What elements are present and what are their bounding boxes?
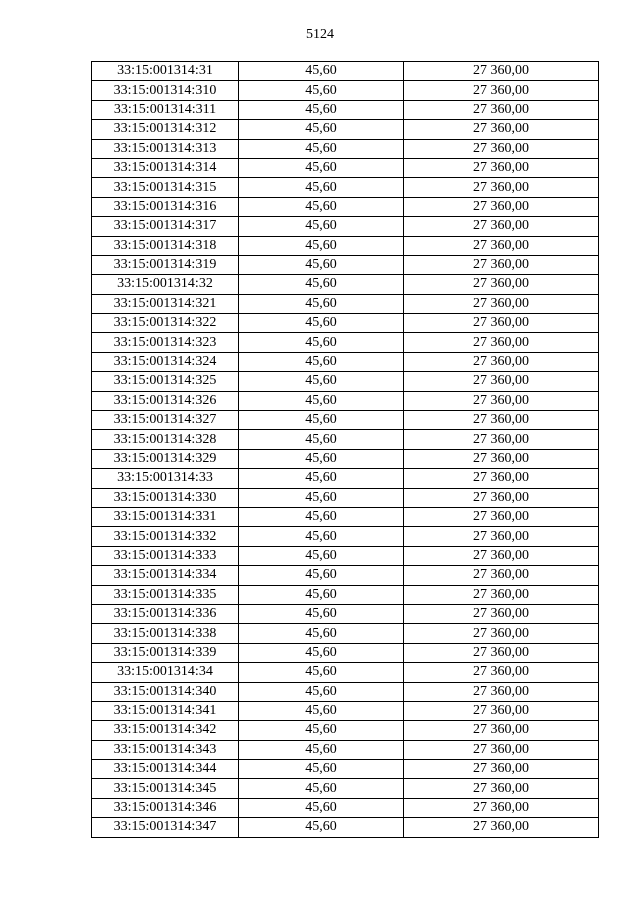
- table-row: [92, 411, 599, 430]
- value-cell: 27 360,00: [404, 430, 599, 449]
- area-cell: 45,60: [239, 158, 404, 177]
- value-cell: 27 360,00: [404, 604, 599, 623]
- value-cell: 27 360,00: [404, 779, 599, 798]
- cadastral-number-cell: 33:15:001314:333: [92, 546, 239, 565]
- value-cell: 27 360,00: [404, 469, 599, 488]
- table-row: [92, 255, 599, 274]
- table-row: [92, 624, 599, 643]
- cadastral-number-cell: 33:15:001314:342: [92, 721, 239, 740]
- area-cell: 45,60: [239, 643, 404, 662]
- value-cell: 27 360,00: [404, 527, 599, 546]
- value-cell: 27 360,00: [404, 643, 599, 662]
- table-row: [92, 217, 599, 236]
- area-cell: 45,60: [239, 236, 404, 255]
- area-cell: 45,60: [239, 469, 404, 488]
- value-cell: 27 360,00: [404, 663, 599, 682]
- value-cell: 27 360,00: [404, 217, 599, 236]
- area-cell: 45,60: [239, 701, 404, 720]
- cadastral-number-cell: 33:15:001314:34: [92, 663, 239, 682]
- area-cell: 45,60: [239, 81, 404, 100]
- cadastral-number-cell: 33:15:001314:314: [92, 158, 239, 177]
- cadastral-number-cell: 33:15:001314:343: [92, 740, 239, 759]
- area-cell: 45,60: [239, 740, 404, 759]
- table-row: [92, 372, 599, 391]
- value-cell: 27 360,00: [404, 139, 599, 158]
- cadastral-number-cell: 33:15:001314:327: [92, 411, 239, 430]
- cadastral-number-cell: 33:15:001314:346: [92, 798, 239, 817]
- table-row: [92, 391, 599, 410]
- cadastral-number-cell: 33:15:001314:324: [92, 352, 239, 371]
- page-number: 5124: [306, 27, 334, 42]
- value-cell: 27 360,00: [404, 449, 599, 468]
- area-cell: 45,60: [239, 798, 404, 817]
- area-cell: 45,60: [239, 314, 404, 333]
- area-cell: 45,60: [239, 760, 404, 779]
- value-cell: 27 360,00: [404, 585, 599, 604]
- area-cell: 45,60: [239, 624, 404, 643]
- area-cell: 45,60: [239, 449, 404, 468]
- table-row: [92, 663, 599, 682]
- value-cell: 27 360,00: [404, 488, 599, 507]
- cadastral-number-cell: 33:15:001314:326: [92, 391, 239, 410]
- area-cell: 45,60: [239, 779, 404, 798]
- cadastral-number-cell: 33:15:001314:319: [92, 255, 239, 274]
- cadastral-number-cell: 33:15:001314:330: [92, 488, 239, 507]
- table-row: [92, 818, 599, 837]
- value-cell: 27 360,00: [404, 701, 599, 720]
- cadastral-number-cell: 33:15:001314:32: [92, 275, 239, 294]
- table-row: [92, 62, 599, 81]
- area-cell: 45,60: [239, 255, 404, 274]
- cadastral-number-cell: 33:15:001314:331: [92, 507, 239, 526]
- value-cell: 27 360,00: [404, 411, 599, 430]
- area-cell: 45,60: [239, 663, 404, 682]
- area-cell: 45,60: [239, 178, 404, 197]
- cadastral-number-cell: 33:15:001314:317: [92, 217, 239, 236]
- area-cell: 45,60: [239, 604, 404, 623]
- value-cell: 27 360,00: [404, 333, 599, 352]
- area-cell: 45,60: [239, 62, 404, 81]
- table-row: [92, 314, 599, 333]
- area-cell: 45,60: [239, 372, 404, 391]
- table-row: [92, 798, 599, 817]
- cadastral-number-cell: 33:15:001314:338: [92, 624, 239, 643]
- value-cell: 27 360,00: [404, 100, 599, 119]
- value-cell: 27 360,00: [404, 818, 599, 837]
- area-cell: 45,60: [239, 100, 404, 119]
- table-row: [92, 197, 599, 216]
- table-row: [92, 430, 599, 449]
- table-row: [92, 469, 599, 488]
- cadastral-number-cell: 33:15:001314:347: [92, 818, 239, 837]
- table-row: [92, 604, 599, 623]
- area-cell: 45,60: [239, 488, 404, 507]
- table-row: [92, 507, 599, 526]
- cadastral-number-cell: 33:15:001314:325: [92, 372, 239, 391]
- value-cell: 27 360,00: [404, 352, 599, 371]
- area-cell: 45,60: [239, 682, 404, 701]
- cadastral-number-cell: 33:15:001314:339: [92, 643, 239, 662]
- cadastral-number-cell: 33:15:001314:310: [92, 81, 239, 100]
- area-cell: 45,60: [239, 139, 404, 158]
- value-cell: 27 360,00: [404, 158, 599, 177]
- cadastral-number-cell: 33:15:001314:313: [92, 139, 239, 158]
- area-cell: 45,60: [239, 391, 404, 410]
- parcel-table: [91, 61, 599, 838]
- value-cell: 27 360,00: [404, 120, 599, 139]
- cadastral-number-cell: 33:15:001314:329: [92, 449, 239, 468]
- cadastral-number-cell: 33:15:001314:344: [92, 760, 239, 779]
- table-row: [92, 449, 599, 468]
- area-cell: 45,60: [239, 120, 404, 139]
- value-cell: 27 360,00: [404, 391, 599, 410]
- cadastral-number-cell: 33:15:001314:341: [92, 701, 239, 720]
- cadastral-number-cell: 33:15:001314:33: [92, 469, 239, 488]
- table-row: [92, 100, 599, 119]
- value-cell: 27 360,00: [404, 760, 599, 779]
- cadastral-number-cell: 33:15:001314:323: [92, 333, 239, 352]
- value-cell: 27 360,00: [404, 81, 599, 100]
- value-cell: 27 360,00: [404, 721, 599, 740]
- value-cell: 27 360,00: [404, 546, 599, 565]
- value-cell: 27 360,00: [404, 178, 599, 197]
- cadastral-number-cell: 33:15:001314:336: [92, 604, 239, 623]
- area-cell: 45,60: [239, 527, 404, 546]
- table-row: [92, 546, 599, 565]
- value-cell: 27 360,00: [404, 740, 599, 759]
- cadastral-number-cell: 33:15:001314:312: [92, 120, 239, 139]
- value-cell: 27 360,00: [404, 294, 599, 313]
- cadastral-number-cell: 33:15:001314:334: [92, 566, 239, 585]
- table-row: [92, 566, 599, 585]
- area-cell: 45,60: [239, 411, 404, 430]
- value-cell: 27 360,00: [404, 197, 599, 216]
- value-cell: 27 360,00: [404, 566, 599, 585]
- area-cell: 45,60: [239, 566, 404, 585]
- table-row: [92, 701, 599, 720]
- cadastral-number-cell: 33:15:001314:328: [92, 430, 239, 449]
- cadastral-number-cell: 33:15:001314:335: [92, 585, 239, 604]
- table-row: [92, 158, 599, 177]
- value-cell: 27 360,00: [404, 314, 599, 333]
- cadastral-number-cell: 33:15:001314:332: [92, 527, 239, 546]
- cadastral-number-cell: 33:15:001314:316: [92, 197, 239, 216]
- parcel-table-body: [92, 62, 599, 838]
- table-row: [92, 120, 599, 139]
- area-cell: 45,60: [239, 585, 404, 604]
- area-cell: 45,60: [239, 217, 404, 236]
- table-row: [92, 643, 599, 662]
- area-cell: 45,60: [239, 294, 404, 313]
- table-row: [92, 81, 599, 100]
- area-cell: 45,60: [239, 546, 404, 565]
- area-cell: 45,60: [239, 197, 404, 216]
- area-cell: 45,60: [239, 507, 404, 526]
- table-row: [92, 294, 599, 313]
- value-cell: 27 360,00: [404, 62, 599, 81]
- area-cell: 45,60: [239, 818, 404, 837]
- value-cell: 27 360,00: [404, 798, 599, 817]
- value-cell: 27 360,00: [404, 507, 599, 526]
- table-row: [92, 139, 599, 158]
- table-row: [92, 779, 599, 798]
- table-row: [92, 760, 599, 779]
- cadastral-number-cell: 33:15:001314:345: [92, 779, 239, 798]
- area-cell: 45,60: [239, 352, 404, 371]
- cadastral-number-cell: 33:15:001314:311: [92, 100, 239, 119]
- area-cell: 45,60: [239, 333, 404, 352]
- cadastral-number-cell: 33:15:001314:321: [92, 294, 239, 313]
- value-cell: 27 360,00: [404, 372, 599, 391]
- area-cell: 45,60: [239, 275, 404, 294]
- value-cell: 27 360,00: [404, 236, 599, 255]
- table-row: [92, 352, 599, 371]
- table-row: [92, 740, 599, 759]
- table-row: [92, 236, 599, 255]
- value-cell: 27 360,00: [404, 255, 599, 274]
- cadastral-number-cell: 33:15:001314:315: [92, 178, 239, 197]
- table-row: [92, 585, 599, 604]
- cadastral-number-cell: 33:15:001314:318: [92, 236, 239, 255]
- cadastral-number-cell: 33:15:001314:340: [92, 682, 239, 701]
- area-cell: 45,60: [239, 430, 404, 449]
- area-cell: 45,60: [239, 721, 404, 740]
- table-row: [92, 488, 599, 507]
- table-row: [92, 333, 599, 352]
- cadastral-number-cell: 33:15:001314:31: [92, 62, 239, 81]
- cadastral-number-cell: 33:15:001314:322: [92, 314, 239, 333]
- table-row: [92, 178, 599, 197]
- table-row: [92, 275, 599, 294]
- value-cell: 27 360,00: [404, 275, 599, 294]
- table-row: [92, 682, 599, 701]
- table-row: [92, 527, 599, 546]
- table-row: [92, 721, 599, 740]
- value-cell: 27 360,00: [404, 624, 599, 643]
- value-cell: 27 360,00: [404, 682, 599, 701]
